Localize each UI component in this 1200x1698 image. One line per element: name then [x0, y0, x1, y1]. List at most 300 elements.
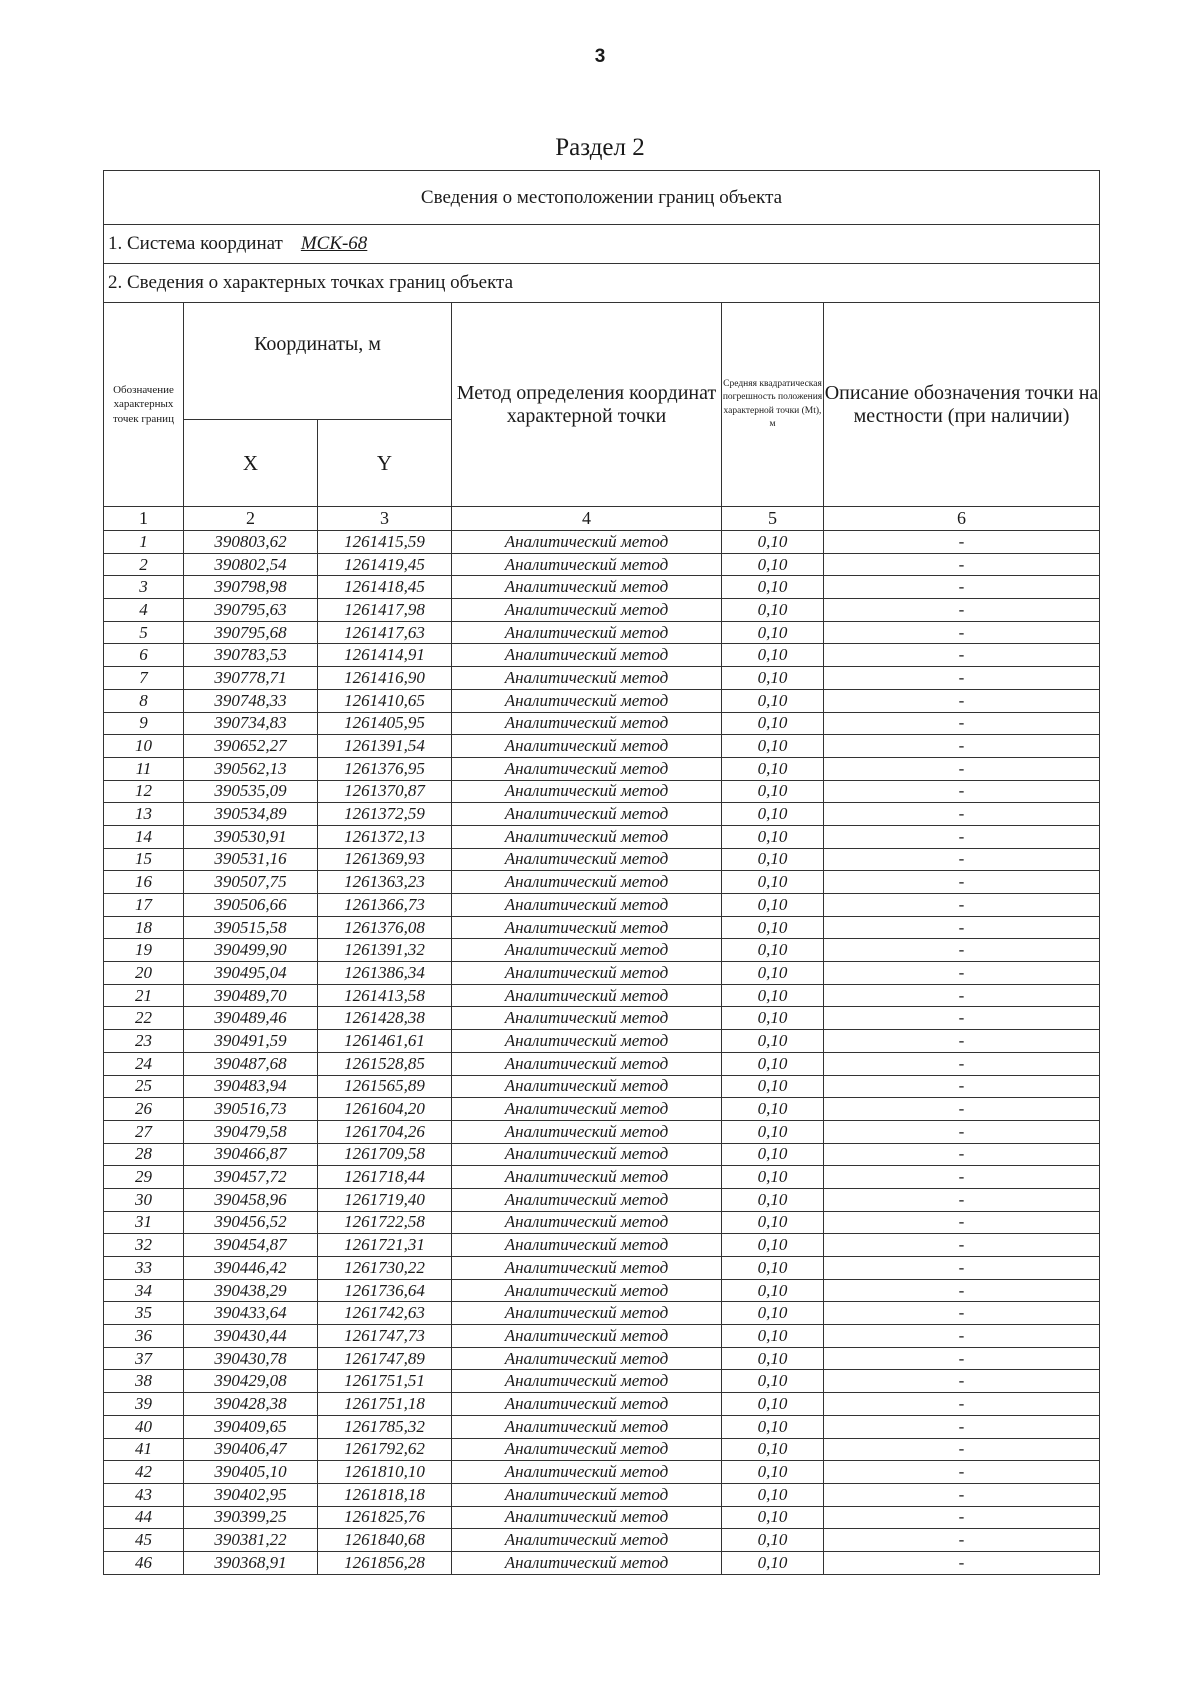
y-coordinate-cell: 1261718,44: [318, 1166, 452, 1189]
description-cell: -: [824, 1506, 1100, 1529]
table-row: [104, 1506, 1100, 1529]
x-coordinate-cell: 390430,78: [184, 1347, 318, 1370]
y-coordinate-cell: 1261419,45: [318, 553, 452, 576]
error-cell: 0,10: [722, 1461, 824, 1484]
method-cell: Аналитический метод: [452, 780, 722, 803]
method-cell: Аналитический метод: [452, 1393, 722, 1416]
x-coordinate-cell: 390446,42: [184, 1257, 318, 1280]
x-coordinate-cell: 390489,70: [184, 984, 318, 1007]
y-coordinate-cell: 1261391,32: [318, 939, 452, 962]
point-number-cell: 22: [104, 1007, 184, 1030]
header-description: Описание обозначения точки на местности (при наличии): [824, 303, 1100, 507]
error-cell: 0,10: [722, 962, 824, 985]
x-coordinate-cell: 390562,13: [184, 757, 318, 780]
form-title: Сведения о местоположении границ объекта: [104, 171, 1100, 225]
method-cell: Аналитический метод: [452, 1370, 722, 1393]
description-cell: -: [824, 1529, 1100, 1552]
error-cell: 0,10: [722, 1166, 824, 1189]
method-cell: Аналитический метод: [452, 1279, 722, 1302]
table-row: [104, 1098, 1100, 1121]
description-cell: -: [824, 1370, 1100, 1393]
x-coordinate-cell: 390399,25: [184, 1506, 318, 1529]
y-coordinate-cell: 1261721,31: [318, 1234, 452, 1257]
table-row: [104, 644, 1100, 667]
table-row: [104, 1188, 1100, 1211]
y-coordinate-cell: 1261719,40: [318, 1188, 452, 1211]
y-coordinate-cell: 1261736,64: [318, 1279, 452, 1302]
error-cell: 0,10: [722, 599, 824, 622]
y-coordinate-cell: 1261369,93: [318, 848, 452, 871]
x-coordinate-cell: 390409,65: [184, 1415, 318, 1438]
description-cell: -: [824, 576, 1100, 599]
point-number-cell: 31: [104, 1211, 184, 1234]
crs-label: 1. Система координат: [108, 233, 283, 254]
x-coordinate-cell: 390381,22: [184, 1529, 318, 1552]
table-row: [104, 621, 1100, 644]
method-cell: Аналитический метод: [452, 1347, 722, 1370]
method-cell: Аналитический метод: [452, 1211, 722, 1234]
table-row: [104, 1393, 1100, 1416]
section-title: Раздел 2: [555, 134, 645, 161]
error-cell: 0,10: [722, 916, 824, 939]
point-number-cell: 17: [104, 894, 184, 917]
table-row: [104, 1302, 1100, 1325]
error-cell: 0,10: [722, 1052, 824, 1075]
point-number-cell: 40: [104, 1415, 184, 1438]
description-cell: -: [824, 1302, 1100, 1325]
x-coordinate-cell: 390430,44: [184, 1325, 318, 1348]
table-row: [104, 531, 1100, 554]
description-cell: -: [824, 667, 1100, 690]
x-coordinate-cell: 390507,75: [184, 871, 318, 894]
table-row: [104, 1143, 1100, 1166]
description-cell: -: [824, 894, 1100, 917]
error-cell: 0,10: [722, 1143, 824, 1166]
error-cell: 0,10: [722, 1415, 824, 1438]
table-row: [104, 712, 1100, 735]
point-number-cell: 20: [104, 962, 184, 985]
point-number-cell: 25: [104, 1075, 184, 1098]
table-row: [104, 1030, 1100, 1053]
error-cell: 0,10: [722, 1075, 824, 1098]
error-cell: 0,10: [722, 1438, 824, 1461]
description-cell: -: [824, 1143, 1100, 1166]
error-cell: 0,10: [722, 757, 824, 780]
error-cell: 0,10: [722, 1120, 824, 1143]
table-row: [104, 1166, 1100, 1189]
description-cell: -: [824, 1211, 1100, 1234]
y-coordinate-cell: 1261747,73: [318, 1325, 452, 1348]
description-cell: -: [824, 1257, 1100, 1280]
y-coordinate-cell: 1261704,26: [318, 1120, 452, 1143]
y-coordinate-cell: 1261417,63: [318, 621, 452, 644]
y-coordinate-cell: 1261372,59: [318, 803, 452, 826]
x-coordinate-cell: 390428,38: [184, 1393, 318, 1416]
y-coordinate-cell: 1261792,62: [318, 1438, 452, 1461]
description-cell: -: [824, 599, 1100, 622]
error-cell: 0,10: [722, 667, 824, 690]
x-coordinate-cell: 390457,72: [184, 1166, 318, 1189]
method-cell: Аналитический метод: [452, 621, 722, 644]
method-cell: Аналитический метод: [452, 553, 722, 576]
error-cell: 0,10: [722, 1506, 824, 1529]
table-row: [104, 1347, 1100, 1370]
method-cell: Аналитический метод: [452, 1461, 722, 1484]
column-number: 4: [452, 507, 722, 531]
method-cell: Аналитический метод: [452, 757, 722, 780]
description-cell: -: [824, 1075, 1100, 1098]
table-row: [104, 689, 1100, 712]
description-cell: -: [824, 1325, 1100, 1348]
y-coordinate-cell: 1261416,90: [318, 667, 452, 690]
description-cell: -: [824, 848, 1100, 871]
y-coordinate-cell: 1261391,54: [318, 735, 452, 758]
y-coordinate-cell: 1261810,10: [318, 1461, 452, 1484]
point-number-cell: 19: [104, 939, 184, 962]
point-number-cell: 41: [104, 1438, 184, 1461]
description-cell: -: [824, 689, 1100, 712]
description-cell: -: [824, 1188, 1100, 1211]
y-coordinate-cell: 1261604,20: [318, 1098, 452, 1121]
description-cell: -: [824, 1098, 1100, 1121]
table-row: [104, 1007, 1100, 1030]
point-number-cell: 5: [104, 621, 184, 644]
error-cell: 0,10: [722, 1370, 824, 1393]
error-cell: 0,10: [722, 1551, 824, 1574]
error-cell: 0,10: [722, 1211, 824, 1234]
point-number-cell: 2: [104, 553, 184, 576]
point-number-cell: 34: [104, 1279, 184, 1302]
x-coordinate-cell: 390531,16: [184, 848, 318, 871]
method-cell: Аналитический метод: [452, 1529, 722, 1552]
y-coordinate-cell: 1261414,91: [318, 644, 452, 667]
table-row: [104, 1211, 1100, 1234]
method-cell: Аналитический метод: [452, 576, 722, 599]
crs-value: МСК-68: [300, 233, 368, 254]
point-number-cell: 27: [104, 1120, 184, 1143]
error-cell: 0,10: [722, 712, 824, 735]
description-cell: -: [824, 1234, 1100, 1257]
x-coordinate-cell: 390499,90: [184, 939, 318, 962]
y-coordinate-cell: 1261405,95: [318, 712, 452, 735]
point-number-cell: 11: [104, 757, 184, 780]
y-coordinate-cell: 1261730,22: [318, 1257, 452, 1280]
error-cell: 0,10: [722, 1030, 824, 1053]
method-cell: Аналитический метод: [452, 1483, 722, 1506]
y-coordinate-cell: 1261785,32: [318, 1415, 452, 1438]
y-coordinate-cell: 1261376,95: [318, 757, 452, 780]
x-coordinate-cell: 390489,46: [184, 1007, 318, 1030]
y-coordinate-cell: 1261366,73: [318, 894, 452, 917]
y-coordinate-cell: 1261565,89: [318, 1075, 452, 1098]
x-coordinate-cell: 390778,71: [184, 667, 318, 690]
y-coordinate-cell: 1261428,38: [318, 1007, 452, 1030]
x-coordinate-cell: 390803,62: [184, 531, 318, 554]
point-number-cell: 26: [104, 1098, 184, 1121]
y-coordinate-cell: 1261410,65: [318, 689, 452, 712]
method-cell: Аналитический метод: [452, 1234, 722, 1257]
header-error: Средняя квадратическая погрешность положения характерной точки (Mt), м: [722, 303, 824, 507]
error-cell: 0,10: [722, 644, 824, 667]
y-coordinate-cell: 1261751,18: [318, 1393, 452, 1416]
y-coordinate-cell: 1261418,45: [318, 576, 452, 599]
description-cell: -: [824, 1551, 1100, 1574]
x-coordinate-cell: 390652,27: [184, 735, 318, 758]
table-row: [104, 1279, 1100, 1302]
column-number: 5: [722, 507, 824, 531]
table-row: [104, 1370, 1100, 1393]
x-coordinate-cell: 390429,08: [184, 1370, 318, 1393]
table-row: [104, 939, 1100, 962]
table-row: [104, 871, 1100, 894]
table-row: [104, 803, 1100, 826]
point-number-cell: 9: [104, 712, 184, 735]
column-number: 3: [318, 507, 452, 531]
y-coordinate-cell: 1261363,23: [318, 871, 452, 894]
y-coordinate-cell: 1261818,18: [318, 1483, 452, 1506]
header-method: Метод определения координат характерной точки: [452, 303, 722, 507]
x-coordinate-cell: 390530,91: [184, 825, 318, 848]
description-cell: -: [824, 1415, 1100, 1438]
point-number-cell: 12: [104, 780, 184, 803]
x-coordinate-cell: 390495,04: [184, 962, 318, 985]
method-cell: Аналитический метод: [452, 916, 722, 939]
description-cell: -: [824, 1120, 1100, 1143]
point-number-cell: 4: [104, 599, 184, 622]
y-coordinate-cell: 1261840,68: [318, 1529, 452, 1552]
method-cell: Аналитический метод: [452, 939, 722, 962]
table-row: [104, 757, 1100, 780]
method-cell: Аналитический метод: [452, 667, 722, 690]
method-cell: Аналитический метод: [452, 1325, 722, 1348]
y-coordinate-cell: 1261417,98: [318, 599, 452, 622]
description-cell: -: [824, 871, 1100, 894]
error-cell: 0,10: [722, 1007, 824, 1030]
method-cell: Аналитический метод: [452, 825, 722, 848]
x-coordinate-cell: 390534,89: [184, 803, 318, 826]
point-number-cell: 37: [104, 1347, 184, 1370]
x-coordinate-cell: 390515,58: [184, 916, 318, 939]
error-cell: 0,10: [722, 576, 824, 599]
description-cell: -: [824, 1052, 1100, 1075]
table-row: [104, 576, 1100, 599]
description-cell: -: [824, 735, 1100, 758]
point-number-cell: 3: [104, 576, 184, 599]
y-coordinate-cell: 1261856,28: [318, 1551, 452, 1574]
error-cell: 0,10: [722, 531, 824, 554]
point-number-cell: 42: [104, 1461, 184, 1484]
description-cell: -: [824, 1007, 1100, 1030]
point-number-cell: 1: [104, 531, 184, 554]
header-coordinates: Координаты, м: [184, 303, 452, 420]
description-cell: -: [824, 1483, 1100, 1506]
method-cell: Аналитический метод: [452, 871, 722, 894]
method-cell: Аналитический метод: [452, 1188, 722, 1211]
points-label: 2. Сведения о характерных точках границ объекта: [104, 264, 1100, 303]
error-cell: 0,10: [722, 1393, 824, 1416]
point-number-cell: 30: [104, 1188, 184, 1211]
method-cell: Аналитический метод: [452, 1007, 722, 1030]
description-cell: -: [824, 1461, 1100, 1484]
point-number-cell: 6: [104, 644, 184, 667]
description-cell: -: [824, 531, 1100, 554]
method-cell: Аналитический метод: [452, 1438, 722, 1461]
method-cell: Аналитический метод: [452, 894, 722, 917]
table-row: [104, 735, 1100, 758]
description-cell: -: [824, 803, 1100, 826]
description-cell: -: [824, 1393, 1100, 1416]
point-number-cell: 7: [104, 667, 184, 690]
y-coordinate-cell: 1261370,87: [318, 780, 452, 803]
description-cell: -: [824, 1347, 1100, 1370]
y-coordinate-cell: 1261461,61: [318, 1030, 452, 1053]
x-coordinate-cell: 390458,96: [184, 1188, 318, 1211]
method-cell: Аналитический метод: [452, 1551, 722, 1574]
x-coordinate-cell: 390802,54: [184, 553, 318, 576]
y-coordinate-cell: 1261376,08: [318, 916, 452, 939]
method-cell: Аналитический метод: [452, 644, 722, 667]
table-row: [104, 553, 1100, 576]
error-cell: 0,10: [722, 1234, 824, 1257]
point-number-cell: 13: [104, 803, 184, 826]
table-row: [104, 1415, 1100, 1438]
description-cell: -: [824, 825, 1100, 848]
error-cell: 0,10: [722, 1188, 824, 1211]
error-cell: 0,10: [722, 689, 824, 712]
table-row: [104, 1120, 1100, 1143]
point-number-cell: 33: [104, 1257, 184, 1280]
x-coordinate-cell: 390438,29: [184, 1279, 318, 1302]
method-cell: Аналитический метод: [452, 1030, 722, 1053]
method-cell: Аналитический метод: [452, 689, 722, 712]
table-row: [104, 1483, 1100, 1506]
method-cell: Аналитический метод: [452, 1120, 722, 1143]
error-cell: 0,10: [722, 871, 824, 894]
point-number-cell: 16: [104, 871, 184, 894]
method-cell: Аналитический метод: [452, 1143, 722, 1166]
point-number-cell: 36: [104, 1325, 184, 1348]
method-cell: Аналитический метод: [452, 599, 722, 622]
method-cell: Аналитический метод: [452, 848, 722, 871]
point-number-cell: 8: [104, 689, 184, 712]
error-cell: 0,10: [722, 1302, 824, 1325]
error-cell: 0,10: [722, 825, 824, 848]
table-row: [104, 894, 1100, 917]
x-coordinate-cell: 390535,09: [184, 780, 318, 803]
x-coordinate-cell: 390483,94: [184, 1075, 318, 1098]
error-cell: 0,10: [722, 984, 824, 1007]
point-number-cell: 28: [104, 1143, 184, 1166]
y-coordinate-cell: 1261742,63: [318, 1302, 452, 1325]
table-row: [104, 825, 1100, 848]
description-cell: -: [824, 1030, 1100, 1053]
point-number-cell: 23: [104, 1030, 184, 1053]
point-number-cell: 44: [104, 1506, 184, 1529]
x-coordinate-cell: 390456,52: [184, 1211, 318, 1234]
y-coordinate-cell: 1261722,58: [318, 1211, 452, 1234]
method-cell: Аналитический метод: [452, 712, 722, 735]
table-row: [104, 984, 1100, 1007]
method-cell: Аналитический метод: [452, 1506, 722, 1529]
method-cell: Аналитический метод: [452, 735, 722, 758]
description-cell: -: [824, 757, 1100, 780]
method-cell: Аналитический метод: [452, 1415, 722, 1438]
method-cell: Аналитический метод: [452, 1257, 722, 1280]
table-row: [104, 1461, 1100, 1484]
error-cell: 0,10: [722, 780, 824, 803]
description-cell: -: [824, 1438, 1100, 1461]
error-cell: 0,10: [722, 1483, 824, 1506]
table-row: [104, 667, 1100, 690]
table-row: [104, 599, 1100, 622]
table-row: [104, 1075, 1100, 1098]
boundary-table: [103, 170, 1100, 1575]
x-coordinate-cell: 390402,95: [184, 1483, 318, 1506]
table-row: [104, 1438, 1100, 1461]
method-cell: Аналитический метод: [452, 1052, 722, 1075]
description-cell: -: [824, 962, 1100, 985]
point-number-cell: 45: [104, 1529, 184, 1552]
x-coordinate-cell: 390748,33: [184, 689, 318, 712]
point-number-cell: 39: [104, 1393, 184, 1416]
table-row: [104, 1325, 1100, 1348]
x-coordinate-cell: 390405,10: [184, 1461, 318, 1484]
error-cell: 0,10: [722, 1098, 824, 1121]
method-cell: Аналитический метод: [452, 803, 722, 826]
point-number-cell: 24: [104, 1052, 184, 1075]
error-cell: 0,10: [722, 803, 824, 826]
error-cell: 0,10: [722, 1347, 824, 1370]
table-row: [104, 848, 1100, 871]
x-coordinate-cell: 390795,68: [184, 621, 318, 644]
method-cell: Аналитический метод: [452, 1075, 722, 1098]
method-cell: Аналитический метод: [452, 531, 722, 554]
description-cell: -: [824, 1166, 1100, 1189]
y-coordinate-cell: 1261747,89: [318, 1347, 452, 1370]
table-row: [104, 1052, 1100, 1075]
error-cell: 0,10: [722, 553, 824, 576]
x-coordinate-cell: 390506,66: [184, 894, 318, 917]
column-number: 6: [824, 507, 1100, 531]
y-coordinate-cell: 1261825,76: [318, 1506, 452, 1529]
point-number-cell: 29: [104, 1166, 184, 1189]
header-designation: Обозначение характерных точек границ: [104, 303, 184, 507]
y-coordinate-cell: 1261386,34: [318, 962, 452, 985]
point-number-cell: 35: [104, 1302, 184, 1325]
error-cell: 0,10: [722, 621, 824, 644]
x-coordinate-cell: 390487,68: [184, 1052, 318, 1075]
y-coordinate-cell: 1261372,13: [318, 825, 452, 848]
x-coordinate-cell: 390433,64: [184, 1302, 318, 1325]
x-coordinate-cell: 390368,91: [184, 1551, 318, 1574]
point-number-cell: 38: [104, 1370, 184, 1393]
x-coordinate-cell: 390516,73: [184, 1098, 318, 1121]
error-cell: 0,10: [722, 894, 824, 917]
error-cell: 0,10: [722, 1325, 824, 1348]
y-coordinate-cell: 1261751,51: [318, 1370, 452, 1393]
x-coordinate-cell: 390479,58: [184, 1120, 318, 1143]
boundary-form: [103, 170, 1099, 1575]
point-number-cell: 32: [104, 1234, 184, 1257]
y-coordinate-cell: 1261528,85: [318, 1052, 452, 1075]
description-cell: -: [824, 780, 1100, 803]
table-row: [104, 916, 1100, 939]
point-number-cell: 18: [104, 916, 184, 939]
x-coordinate-cell: 390798,98: [184, 576, 318, 599]
table-row: [104, 962, 1100, 985]
x-coordinate-cell: 390491,59: [184, 1030, 318, 1053]
x-coordinate-cell: 390406,47: [184, 1438, 318, 1461]
